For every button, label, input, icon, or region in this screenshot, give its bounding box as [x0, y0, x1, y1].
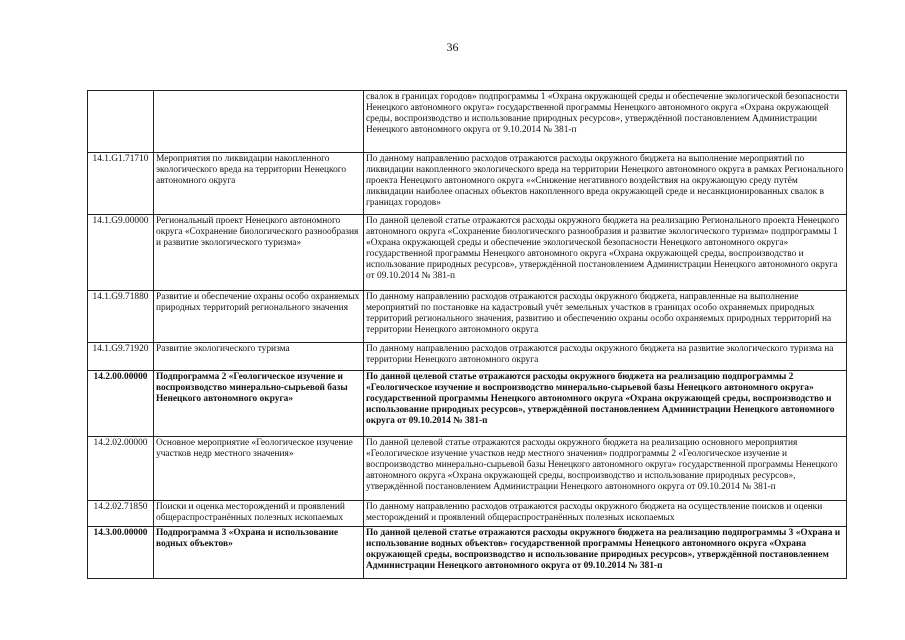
table-row: [88, 91, 847, 153]
table-row: [88, 153, 847, 215]
row-description: свалок в границах городов» подпрограммы 1 «Охрана окружающей среды и обеспечение экологической безопасности Ненецкого автономного округа» государственной программы Ненецкого автономного округа «Охрана окружающей среды, воспроизводство и использование природных ресурсов», утверждённой постановлением Администрации Ненецкого автономного округа от 9.10.2014 № 381-п: [364, 91, 847, 153]
row-description: По данному направлению расходов отражаются расходы окружного бюджета, направленные на выполнение мероприятий по постановке на кадастровый учёт земельных участков в границах особо охраняемых природных территорий регионального значения, развитию и обеспечению охраны особо охраняемых природных территорий на территории Ненецкого автономного округа: [364, 291, 847, 343]
row-code: 14.3.00.00000: [88, 527, 154, 579]
row-name: Развитие экологического туризма: [154, 343, 364, 371]
row-code: 14.1.G9.71880: [88, 291, 154, 343]
table-row: [88, 437, 847, 501]
row-code: 14.2.02.71850: [88, 501, 154, 527]
row-name: [154, 91, 364, 153]
row-code: 14.2.00.00000: [88, 371, 154, 437]
table-row: [88, 371, 847, 437]
row-description: По данному направлению расходов отражаются расходы окружного бюджета на развитие экологического туризма на территории Ненецкого автономного округа: [364, 343, 847, 371]
row-description: По данной целевой статье отражаются расходы окружного бюджета на реализацию подпрограммы 3 «Охрана и использование водных объектов» государственной программы Ненецкого автономного округа «Охрана окружающей среды, воспроизводство и использование природных ресурсов», утверждённой постановлением Администрации Ненецкого автономного округа от 09.10.2014 № 381-п: [364, 527, 847, 579]
table-row: [88, 527, 847, 579]
row-code: 14.1.G9.00000: [88, 215, 154, 291]
row-description: По данной целевой статье отражаются расходы окружного бюджета на реализацию основного мероприятия «Геологическое изучение участков недр местного значения» подпрограммы 2 «Геологическое изучение и воспроизводство минерально-сырьевой базы Ненецкого автономного округа» государственной программы Ненецкого автономного округа «Охрана окружающей среды, воспроизводство и использование природных ресурсов», утверждённой постановлением Администрации Ненецкого автономного округа от 09.10.2014 № 381-п: [364, 437, 847, 501]
table-row: [88, 215, 847, 291]
row-name: Поиски и оценка месторождений и проявлений общераспространённых полезных ископаемых: [154, 501, 364, 527]
row-code: 14.2.02.00000: [88, 437, 154, 501]
row-name: Подпрограмма 3 «Охрана и использование водных объектов»: [154, 527, 364, 579]
table-row: [88, 291, 847, 343]
row-code: [88, 91, 154, 153]
row-code: 14.1.G1.71710: [88, 153, 154, 215]
row-code: 14.1.G9.71920: [88, 343, 154, 371]
row-description: По данной целевой статье отражаются расходы окружного бюджета на реализацию Регионального проекта Ненецкого автономного округа «Сохранение биологического разнообразия и развитие экологического туризма» подпрограммы 1 «Охрана окружающей среды и обеспечение экологической безопасности Ненецкого автономного округа» государственной программы Ненецкого автономного округа «Охрана окружающей среды, воспроизводство и использование природных ресурсов», утверждённой постановлением Администрации Ненецкого автономного округа от 09.10.2014 № 381-п: [364, 215, 847, 291]
row-description: По данному направлению расходов отражаются расходы окружного бюджета на выполнение мероприятий по ликвидации накопленного экологического вреда на территории Ненецкого автономного округа в рамках Регионального проекта Ненецкого автономного округа ««Снижение негативного воздействия на окружающую среду путём ликвидации наиболее опасных объектов накопленного вреда окружающей среде и несанкционированных свалок в границах городов»: [364, 153, 847, 215]
page-number: 36: [446, 40, 459, 54]
table-row: [88, 501, 847, 527]
table-row: [88, 343, 847, 371]
classification-table: [87, 90, 847, 579]
row-name: Региональный проект Ненецкого автономного округа «Сохранение биологического разнообразия и развитие экологического туризма»: [154, 215, 364, 291]
row-name: Мероприятия по ликвидации накопленного экологического вреда на территории Ненецкого автономного округа: [154, 153, 364, 215]
row-description: По данному направлению расходов отражаются расходы окружного бюджета на осуществление поисков и оценки месторождений и проявлений общераспространённых полезных ископаемых: [364, 501, 847, 527]
row-name: Основное мероприятие «Геологическое изучение участков недр местного значения»: [154, 437, 364, 501]
row-description: По данной целевой статье отражаются расходы окружного бюджета на реализацию подпрограммы 2 «Геологическое изучение и воспроизводство минерально-сырьевой базы Ненецкого автономного округа» государственной программы Ненецкого автономного округа «Охрана окружающей среды, воспроизводство и использование природных ресурсов», утверждённой постановлением Администрации Ненецкого автономного округа от 09.10.2014 № 381-п: [364, 371, 847, 437]
row-name: Подпрограмма 2 «Геологическое изучение и воспроизводство минерально-сырьевой базы Ненецкого автономного округа»: [154, 371, 364, 437]
row-name: Развитие и обеспечение охраны особо охраняемых природных территорий регионального значения: [154, 291, 364, 343]
